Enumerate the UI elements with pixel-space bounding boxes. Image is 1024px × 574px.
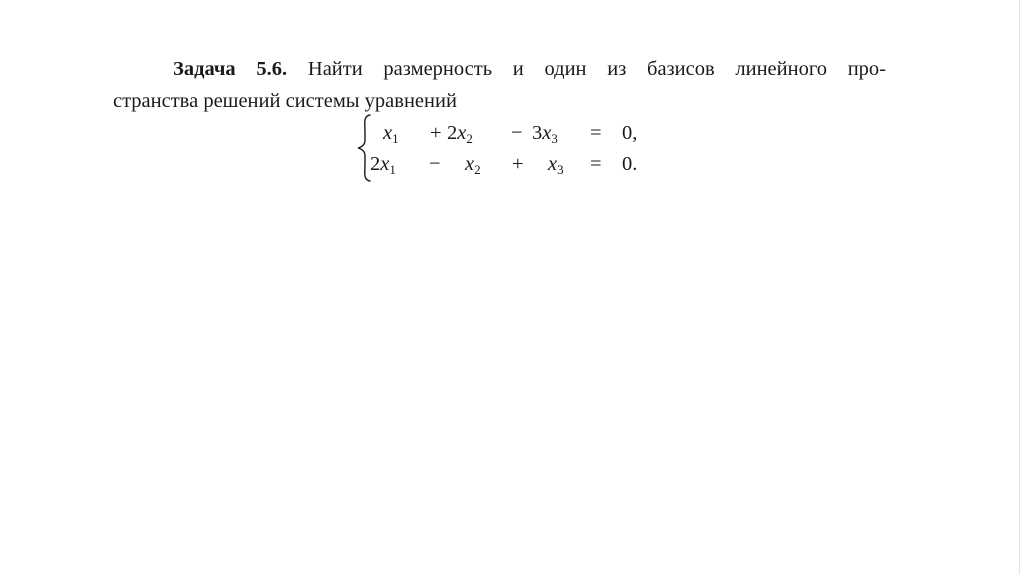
problem-statement [113, 53, 886, 117]
operator-2: − [511, 122, 523, 144]
slide-edge-divider [1019, 0, 1020, 574]
term-2: $2x_2$ [447, 122, 473, 146]
problem-text-line-1: Найти размерность и один из базисов линейного про- [307, 58, 887, 80]
right-hand-side: 0, [622, 122, 638, 144]
task-label: Задача 5.6. [173, 58, 288, 80]
equals-sign: = [590, 122, 602, 144]
equation-system [356, 114, 656, 184]
operator-1: + [430, 122, 442, 144]
term-3: $x_3$ [548, 153, 564, 177]
term-1: $x_1$ [383, 122, 399, 146]
term-2: $x_2$ [465, 153, 481, 177]
problem-text-line-2: странства решений системы уравнений [113, 90, 457, 112]
problem-line-1 [113, 53, 886, 85]
term-3: $3x_3$ [532, 122, 558, 146]
term-1: $2x_1$ [370, 153, 396, 177]
operator-2: + [512, 153, 524, 175]
equals-sign: = [590, 153, 602, 175]
right-hand-side: 0. [622, 153, 638, 175]
operator-1: − [429, 153, 441, 175]
